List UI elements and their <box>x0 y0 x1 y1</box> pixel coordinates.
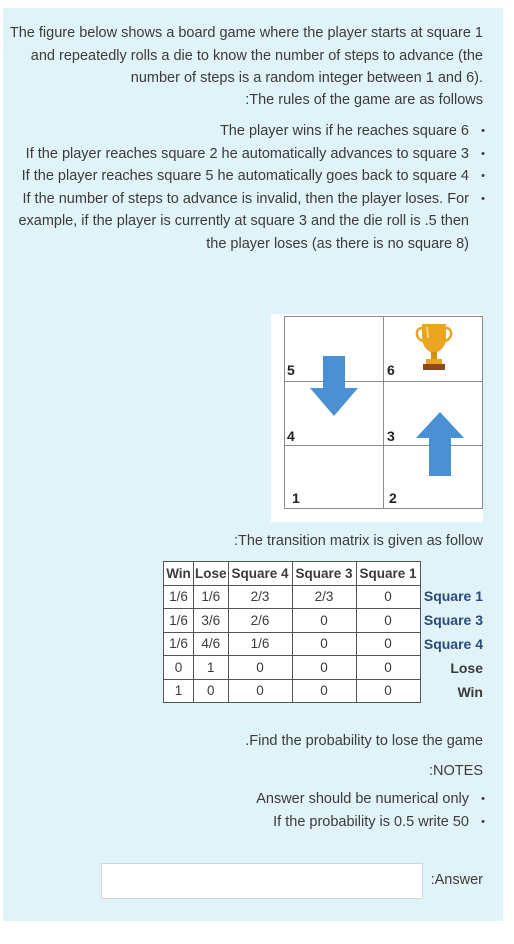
row-label: Win <box>457 684 483 700</box>
notes-list <box>3 788 469 834</box>
board-figure <box>271 314 483 522</box>
row-label: Square 1 <box>423 588 483 604</box>
matrix-cell: 2/3 <box>228 585 292 609</box>
matrix-header-cell: Square 1 <box>356 562 420 586</box>
matrix-cell: 0 <box>292 656 356 680</box>
matrix-cell: 0 <box>292 632 356 656</box>
question-card <box>3 8 503 921</box>
matrix-row-labels <box>413 584 483 704</box>
square-5-label: 5 <box>287 362 295 378</box>
matrix-row <box>164 585 421 609</box>
answer-label: :Answer <box>430 872 483 888</box>
matrix-cell: 0 <box>356 585 420 609</box>
matrix-row <box>164 609 421 633</box>
row-label: Lose <box>450 660 483 676</box>
note-item: Answer should be numerical only • <box>3 788 469 811</box>
transition-matrix <box>163 561 421 703</box>
note-item: If the probability is 0.5 write 50 • <box>3 811 469 834</box>
matrix-cell: 3/6 <box>194 609 229 633</box>
rules-list <box>3 120 469 255</box>
matrix-cell: 0 <box>194 679 229 703</box>
matrix-cell: 0 <box>356 679 420 703</box>
matrix-cell: 1/6 <box>194 585 229 609</box>
answer-input[interactable] <box>101 863 423 899</box>
rule-item: If the number of steps to advance is invalid, then the player loses. For example, if the player is currently at square 3 and the die roll is .5 then the player loses (as there is no square 8) • <box>3 188 469 256</box>
up-arrow-icon <box>414 410 466 480</box>
square-4-label: 4 <box>287 428 295 444</box>
square-1-label: 1 <box>292 490 300 506</box>
matrix-header-cell: Square 4 <box>228 562 292 586</box>
question-prompt: .Find the probability to lose the game <box>245 733 483 749</box>
rule-item: If the player reaches square 2 he automatically advances to square 3 • <box>3 143 469 166</box>
matrix-row <box>164 632 421 656</box>
matrix-header-row <box>164 562 421 586</box>
matrix-cell: 1/6 <box>164 632 194 656</box>
matrix-cell: 0 <box>292 609 356 633</box>
board-grid <box>284 316 483 509</box>
trophy-icon <box>414 321 454 375</box>
transition-caption: :The transition matrix is given as follow <box>233 533 483 549</box>
matrix-cell: 1 <box>164 679 194 703</box>
row-label: Square 3 <box>423 612 483 628</box>
question-intro: The figure below shows a board game where the player starts at square 1 and repeatedly rolls a die to know the number of steps to advance (the number of steps is a random integer between 1 and 6). <box>9 25 483 86</box>
matrix-cell: 1/6 <box>164 585 194 609</box>
matrix-header-cell: Win <box>164 562 194 586</box>
matrix-header-cell: Lose <box>194 562 229 586</box>
matrix-header-cell: Square 3 <box>292 562 356 586</box>
down-arrow-icon <box>308 354 360 420</box>
notes-heading: :NOTES <box>429 763 483 779</box>
matrix-cell: 0 <box>292 679 356 703</box>
square-3-label: 3 <box>387 428 395 444</box>
row-label: Square 4 <box>423 636 483 652</box>
matrix-row <box>164 656 421 680</box>
matrix-row <box>164 679 421 703</box>
rules-heading: :The rules of the game are as follows <box>245 92 483 108</box>
matrix-cell: 0 <box>356 656 420 680</box>
square-2-label: 2 <box>389 490 397 506</box>
matrix-cell: 1 <box>194 656 229 680</box>
matrix-cell: 1/6 <box>228 632 292 656</box>
matrix-cell: 0 <box>356 609 420 633</box>
matrix-cell: 1/6 <box>164 609 194 633</box>
matrix-cell: 2/3 <box>292 585 356 609</box>
matrix-cell: 0 <box>228 679 292 703</box>
square-6-label: 6 <box>387 362 395 378</box>
rule-item: If the player reaches square 5 he automatically goes back to square 4 • <box>3 165 469 188</box>
matrix-cell: 0 <box>164 656 194 680</box>
matrix-cell: 0 <box>356 632 420 656</box>
matrix-cell: 0 <box>228 656 292 680</box>
matrix-cell: 4/6 <box>194 632 229 656</box>
matrix-cell: 2/6 <box>228 609 292 633</box>
rule-item: The player wins if he reaches square 6 • <box>3 120 469 143</box>
